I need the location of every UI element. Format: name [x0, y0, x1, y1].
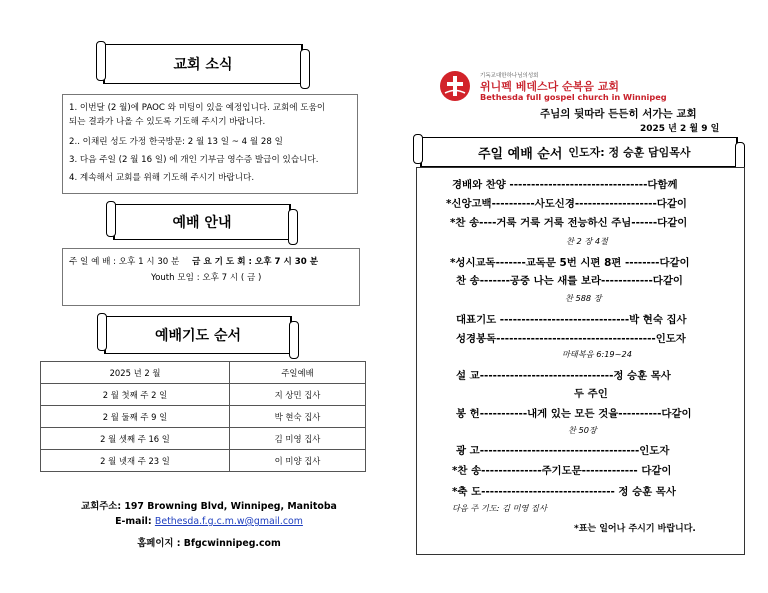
table-cell: 지 상민 집사 [230, 384, 366, 406]
order-title: 주일 예배 순서 [478, 146, 563, 162]
table-row [41, 406, 366, 428]
order-leader: 인도자: 정 승훈 담임목사 [568, 146, 691, 159]
order-row: *신앙고백----------사도신경-------------------다같이 [446, 198, 687, 210]
news-item: 되는 결과가 나올 수 있도록 기도해 주시기 바랍니다. [69, 117, 266, 127]
table-header-row [41, 362, 366, 384]
news-item: 3. 다음 주일 (2 월 16 일) 에 개인 기부금 영수증 발급이 있습니다. [69, 155, 319, 165]
news-box [62, 94, 358, 194]
news-item: 2.. 이채린 성도 가정 한국방문: 2 월 13 일 ~ 4 월 28 일 [69, 137, 283, 147]
service-banner [113, 204, 291, 240]
cross-icon [440, 71, 470, 101]
table-cell: 박 현숙 집사 [230, 406, 366, 428]
table-header-cell: 주일예배 [230, 362, 366, 384]
logo-english-name: Bethesda full gospel church in Winnipeg [480, 92, 667, 102]
table-cell: 김 미영 집사 [230, 428, 366, 450]
email-line [64, 516, 354, 527]
logo-korean-name: 위니펙 베데스다 순복음 교회 [480, 80, 619, 93]
order-row: *찬 송--------------주기도문------------- 다같이 [452, 465, 672, 477]
news-item: 1. 이번달 (2 월)에 PAOC 와 미팅이 있을 예정입니다. 교회에 도움이 [69, 103, 326, 113]
church-motto: 주님의 뒷따라 든든히 서가는 교회 [540, 108, 697, 120]
order-row: 봉 헌-----------내게 있는 모든 것을----------다같이 [456, 408, 692, 420]
table-row [41, 428, 366, 450]
church-logo [440, 71, 470, 101]
service-youth: Youth 모임 : 오후 7 시 ( 금 ) [151, 273, 262, 283]
news-item: 4. 계속해서 교회를 위해 기도해 주시기 바랍니다. [69, 173, 255, 183]
bulletin-date: 2025 년 2 월 9 일 [640, 124, 720, 134]
hymn-note: 찬 2 장 4절 [566, 236, 608, 246]
table-cell: 2 월 셋째 주 16 일 [41, 428, 230, 450]
email-link[interactable]: Bethesda.f.g.c.m.w@gmail.com [154, 516, 303, 527]
hymn-note: 찬 588 장 [565, 293, 602, 303]
order-row: 성경봉독-------------------------------------인도자 [456, 333, 686, 345]
table-cell: 2 월 넷재 주 23 일 [41, 450, 230, 472]
news-banner [103, 44, 303, 84]
logo-denomination: 기독교대한하나님의성회 [480, 73, 539, 79]
table-row [41, 384, 366, 406]
order-row: *축 도------------------------------- 정 승훈 목사 [452, 486, 676, 498]
prayer-title: 예배기도 순서 [154, 328, 242, 344]
order-row: 설 교-------------------------------정 승훈 목사 [456, 370, 671, 382]
service-box [62, 248, 360, 306]
service-sunday: 주 일 예 배 : 오후 1 시 30 분 [69, 257, 180, 267]
church-address: 교회주소: 197 Browning Blvd, Winnipeg, Manitoba [81, 501, 337, 512]
service-friday: 금 요 기 도 회 : 오후 7 시 30 분 [192, 257, 319, 267]
order-row: 경배와 찬양 --------------------------------다함께 [452, 179, 678, 191]
table-cell: 2 월 둘째 주 9 일 [41, 406, 230, 428]
scripture-note: 마태복음 6:19~24 [562, 349, 632, 359]
standing-note: *표는 일어나 주시기 바랍니다. [574, 524, 696, 534]
order-row: 광 고-------------------------------------인도자 [456, 445, 670, 457]
order-row: *찬 송----거룩 거룩 거룩 전능하신 주님------다같이 [450, 217, 688, 229]
table-header-cell: 2025 년 2 월 [41, 362, 230, 384]
hymn-note: 찬 50장 [568, 425, 597, 435]
order-row: 찬 송-------공중 나는 새를 보라------------다같이 [456, 275, 683, 287]
next-prayer-note: 다음 주 기도: 김 미영 집사 [452, 503, 547, 513]
order-row: *성시교독-------교독문 5번 시편 8편 --------다같이 [450, 257, 690, 269]
prayer-schedule-table [40, 361, 366, 472]
homepage: 홈페이지 : Bfgcwinnipeg.com [137, 538, 281, 549]
table-cell: 이 미양 집사 [230, 450, 366, 472]
sermon-title: 두 주인 [574, 388, 608, 400]
order-row: 대표기도 ------------------------------박 현숙 집사 [456, 314, 687, 326]
service-title: 예배 안내 [172, 215, 232, 231]
email-label: E-mail: [115, 516, 155, 527]
prayer-banner [104, 316, 292, 354]
table-cell: 2 월 첫째 주 2 일 [41, 384, 230, 406]
table-row [41, 450, 366, 472]
news-title: 교회 소식 [173, 57, 233, 73]
order-banner [420, 137, 738, 167]
